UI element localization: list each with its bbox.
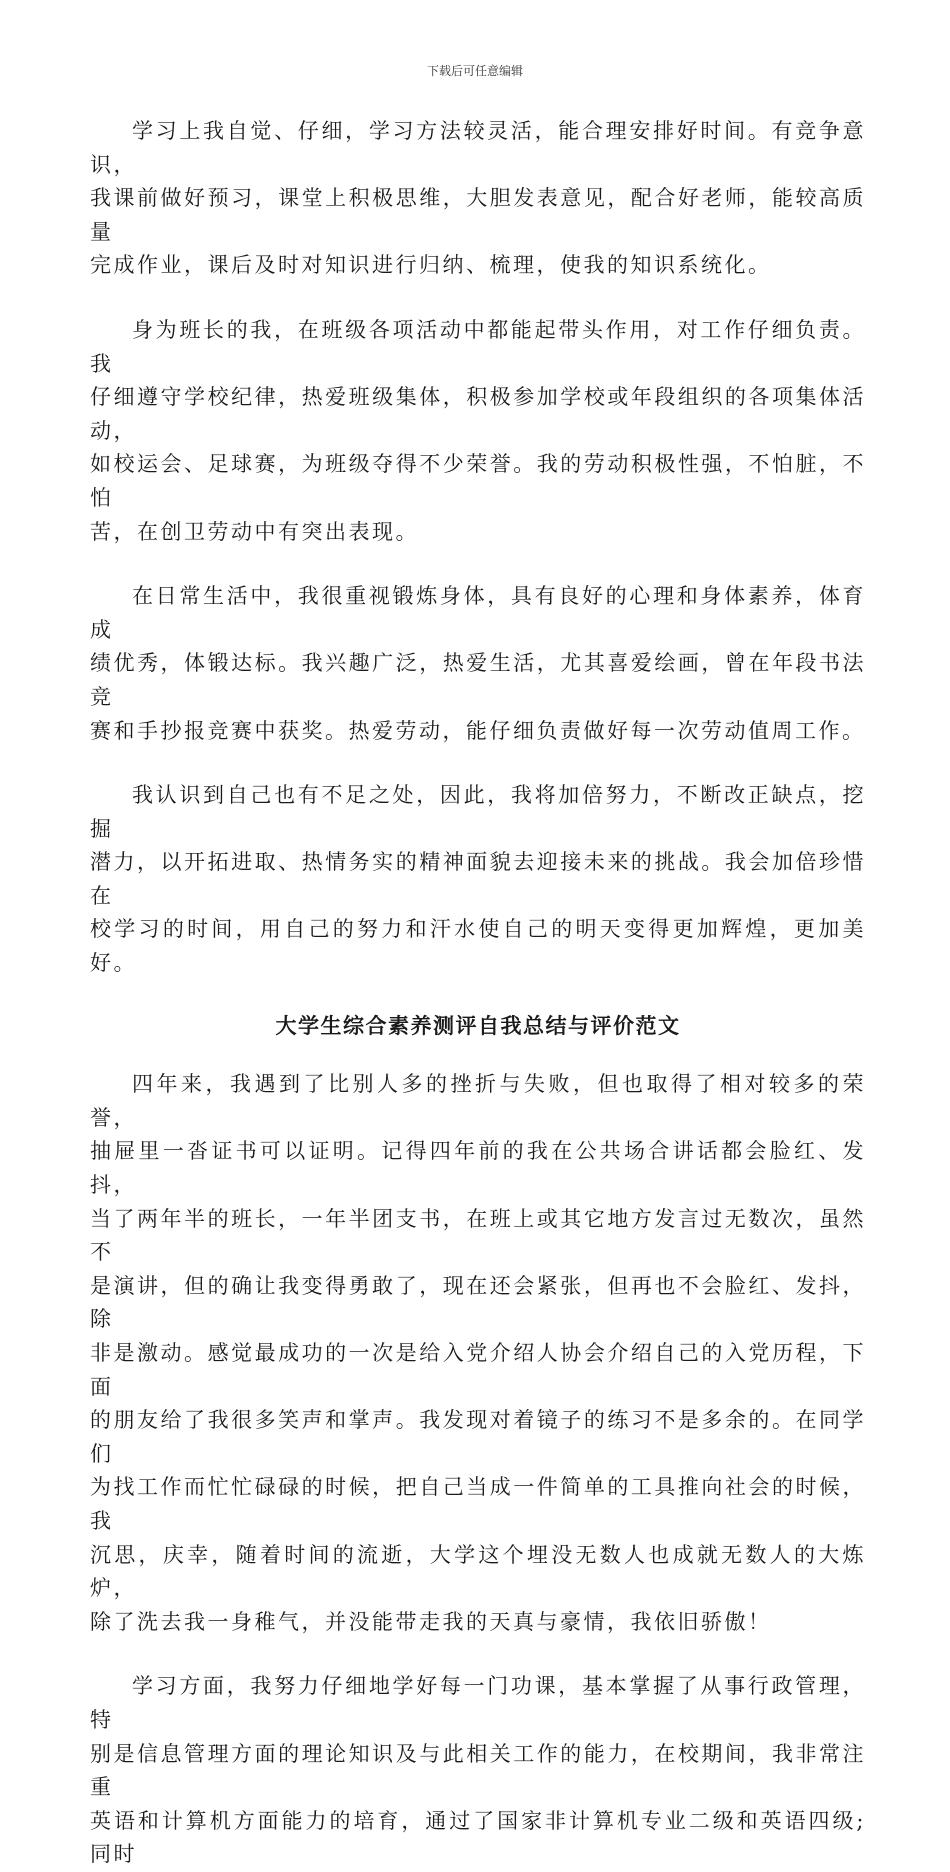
paragraph-four-years: 四年来，我遇到了比别人多的挫折与失败，但也取得了相对较多的荣誉， 抽屉里一沓证书可以证明。记得四年前的我在公共场合讲话都会脸红、发抖， 当了两年半的班长，一年半团支书，在班上或其它地方发言过无数次，虽然不 是演讲，但的确让我变得勇敢了，现在还会紧张，但再也不会脸红、发抖，除 非是激动。感觉最成功的一次是给入党介绍人协会介绍自己的入党历程，下面 的朋友给了我很多笑声和掌声。我发现对着镜子的练习不是多余的。在同学们 为找工作而忙忙碌碌的时候，把自己当成一件简单的工具推向社会的时候，我 沉思，庆幸，随着时间的流逝，大学这个埋没无数人也成就无数人的大炼炉， 除了洗去我一身稚气，并没能带走我的天真与豪情，我依旧骄傲！	[90, 1072, 866, 1634]
page-header: 下载后可任意编辑	[426, 64, 523, 78]
paragraph-learning: 学习方面，我努力仔细地学好每一门功课，基本掌握了从事行政管理，特 别是信息管理方面的理论知识及与此相关工作的能力，在校期间，我非常注重 英语和计算机方面能力的培育，通过了国家非计算机专业二级和英语四级;同时	[90, 1674, 866, 1867]
section-title: 大学生综合素养测评自我总结与评价范文	[275, 1012, 681, 1038]
paragraph-daily-life: 在日常生活中，我很重视锻炼身体，具有良好的心理和身体素养，体育成 绩优秀，体锻达标。我兴趣广泛，热爱生活，尤其喜爱绘画，曾在年段书法竞 赛和手抄报竞赛中获奖。热爱劳动，能仔细负责做好每一次劳动值周工作。	[90, 584, 866, 743]
paragraph-class-monitor: 身为班长的我，在班级各项活动中都能起带头作用，对工作仔细负责。我 仔细遵守学校纪律，热爱班级集体，积极参加学校或年段组织的各项集体活动， 如校运会、足球赛，为班级夺得不少荣誉。我的劳动积极性强，不怕脏，不怕 苦，在创卫劳动中有突出表现。	[90, 317, 866, 544]
document-body	[90, 115, 866, 1872]
paragraph-study: 学习上我自觉、仔细，学习方法较灵活，能合理安排好时间。有竞争意识， 我课前做好预习，课堂上积极思维，大胆发表意见，配合好老师，能较高质量 完成作业，课后及时对知识进行归纳、梳理，使我的知识系统化。	[90, 119, 866, 278]
paragraph-shortcomings: 我认识到自己也有不足之处，因此，我将加倍努力，不断改正缺点，挖掘 潜力，以开拓进取、热情务实的精神面貌去迎接未来的挑战。我会加倍珍惜在 校学习的时间，用自己的努力和汗水使自己的明天变得更加辉煌，更加美好。	[90, 783, 866, 976]
